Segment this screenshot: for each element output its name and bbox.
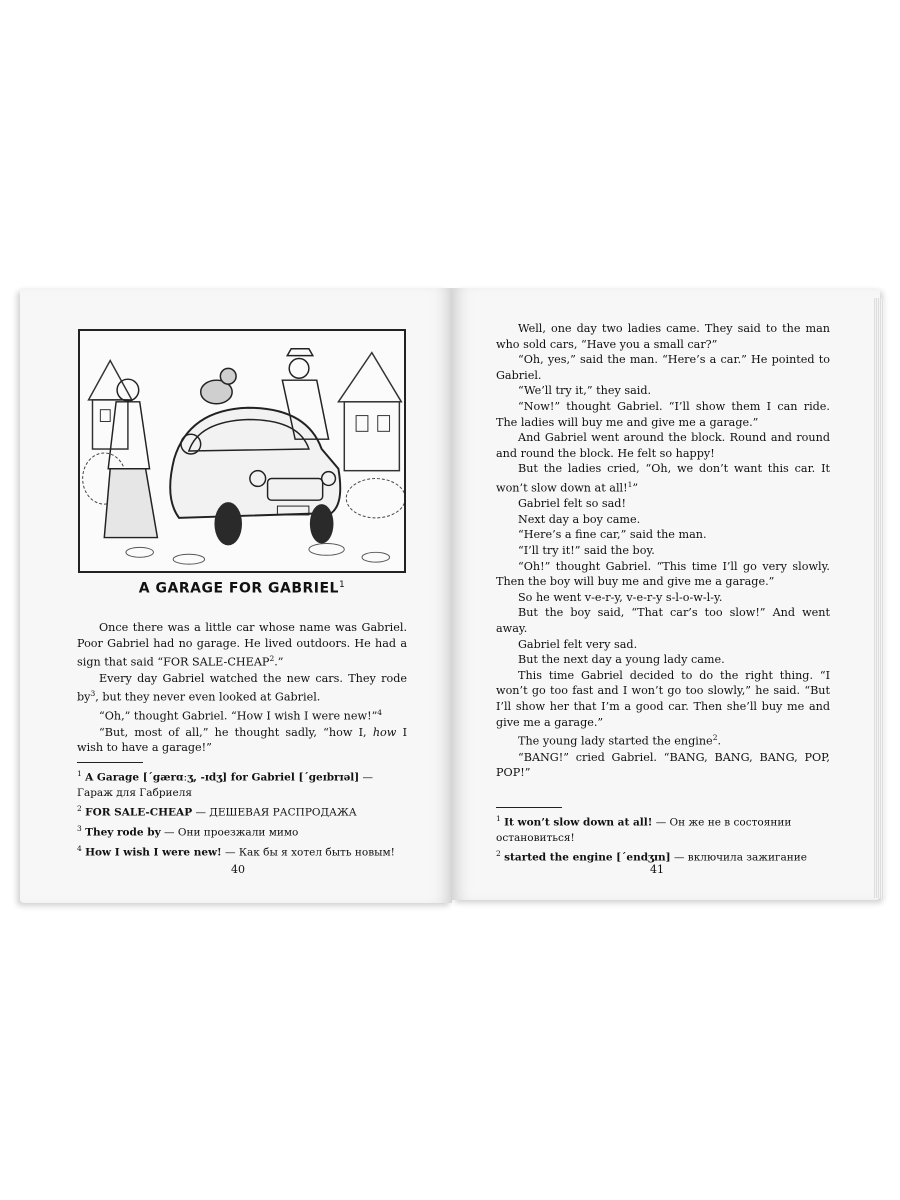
illustration-car-lot [78, 329, 406, 573]
paragraph: “BANG!” cried Gabriel. “BANG, BANG, BANG, POP, POP!” [496, 750, 830, 780]
right-page [452, 288, 880, 900]
paragraph: “Here’s a fine car,” said the man. [518, 528, 707, 542]
footnote-rule [496, 807, 562, 808]
page-number: 41 [650, 863, 664, 876]
car-sketch-illustration [80, 331, 404, 571]
paragraph: Gabriel felt very sad. [518, 637, 638, 651]
right-footnotes [496, 811, 830, 866]
paragraph: Gabriel felt so sad! [518, 497, 626, 511]
footnote: $^4$ How I wish I were new! — Как бы я хотел быть новым! [77, 844, 395, 859]
paragraph: “We’ll try it,” they said. [518, 384, 652, 398]
paragraph: But the next day a young lady came. [518, 653, 725, 667]
paragraph: “Now!” thought Gabriel. “I’ll show them I can ride. The ladies will buy me and give me a garage.” [496, 399, 830, 429]
paragraph: But the boy said, “That car’s too slow!” And went away. [496, 606, 830, 636]
left-body-text [77, 620, 407, 756]
left-footnotes [77, 766, 407, 861]
paragraph: But the ladies cried, “Oh, we don’t want this car. It won’t slow down at all!$^1$” [496, 462, 830, 495]
page-edges [874, 298, 884, 898]
right-body-text [496, 321, 830, 781]
page-number: 40 [231, 863, 245, 876]
footnote-rule [77, 762, 143, 763]
paragraph: “Oh,” thought Gabriel. “How I wish I were new!”$^4$ [99, 708, 383, 724]
paragraph: Every day Gabriel watched the new cars. They rode $by^3$, but they never even looked at Gabriel. [77, 671, 407, 704]
paragraph: And Gabriel went around the block. Round and round and round the block. He felt so happy! [496, 431, 830, 460]
paragraph: So he went v-e-r-y, v-e-r-y s-l-o-w-l-y. [518, 590, 723, 604]
story-title: A GARAGE FOR GABRIEL$^1$ [138, 580, 346, 597]
footnote: $^3$ They rode by — Они проезжали мимо [77, 824, 299, 839]
paragraph: Next day a boy came. [518, 512, 641, 526]
paragraph: “Oh!” thought Gabriel. “This time I’ll go very slowly. Then the boy will buy me and give me a garage.” [496, 559, 830, 589]
paragraph: This time Gabriel decided to do the right thing. “I won’t go too fast and I won’t go too slowly,” he said. “But I’ll show her that I’m a good car. Then she’ll buy me and give me a garage.” [496, 668, 830, 729]
left-page [20, 288, 452, 903]
paragraph: Once there was a little car whose name was Gabriel. Poor Gabriel had no garage. He lived outdoors. He had a sign that said “FOR SALE-CHEAP$^2$.” [77, 621, 407, 669]
footnote: $^2$ FOR SALE-CHEAP — ДЕШЕВАЯ РАСПРОДАЖА [77, 804, 357, 819]
paragraph: “Oh, yes,” said the man. “Here’s a car.” He pointed to Gabriel. [496, 353, 830, 382]
open-book [20, 288, 882, 908]
footnote: $^1$ A Garage [´gærɑːʒ, -ɪdʒ] for Gabriel [´geɪbrɪəl] — Гараж для Габриеля [77, 769, 374, 799]
paragraph: “I’ll try it!” said the boy. [518, 544, 655, 558]
footnote: $^1$ It won’t slow down at all! — Он же не в состоянии остановиться! [496, 814, 792, 844]
footnote: $^2$ started the engine [´endʒɪn] — включила зажигание [496, 849, 807, 864]
paragraph: Well, one day two ladies came. They said to the man who sold cars, “Have you a small car?” [496, 322, 830, 351]
paragraph: The young lady started the engine$^2$. [518, 733, 722, 748]
paragraph: “But, most of all,” he thought sadly, “how I, how I wish to have a garage!” [77, 725, 407, 755]
